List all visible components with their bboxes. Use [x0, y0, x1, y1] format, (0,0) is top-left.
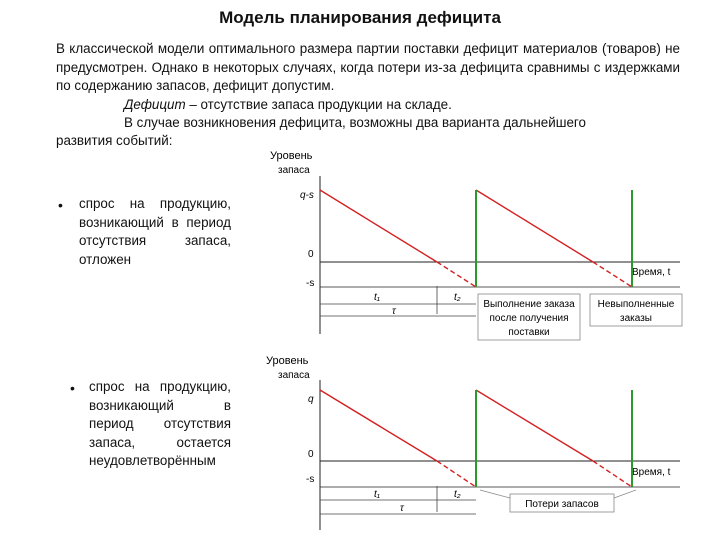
stock-depletion-line	[476, 390, 593, 461]
bullet-marker: •	[70, 380, 75, 396]
bullet-1-text: спрос на продукцию, возникающий в период отсутствия запаса, отложен	[79, 196, 231, 267]
y-axis-label-2: запаса	[278, 370, 310, 381]
annotation-fulfilled-1: Выполнение заказа	[483, 299, 575, 310]
stock-depletion-line	[320, 190, 437, 262]
stock-depletion-line	[320, 390, 437, 461]
tick-q: q	[308, 394, 314, 405]
chart-deferred-demand	[240, 146, 700, 346]
annotation-unfulfilled-2: заказы	[620, 313, 652, 324]
annotation-unfulfilled-1: Невыполненные	[597, 299, 675, 310]
t1-label: t₁	[374, 292, 380, 303]
shortage-dashed-line	[593, 262, 632, 287]
shortage-dashed-line	[593, 461, 632, 487]
definition-line	[124, 96, 452, 115]
t2-label: t₂	[454, 489, 461, 500]
stock-depletion-line	[476, 190, 593, 262]
annotation-fulfilled-2: после получения	[489, 313, 569, 324]
y-axis-label-2: запаса	[278, 165, 310, 176]
shortage-dashed-line	[437, 461, 476, 487]
shortage-dashed-line	[437, 262, 476, 287]
tick-minus-s: -s	[306, 278, 315, 289]
annotation-loss: Потери запасов	[525, 499, 599, 510]
annotation-pointer	[614, 490, 636, 498]
chart-lost-demand	[240, 350, 700, 536]
tau-label: τ	[400, 503, 404, 514]
page-title: Модель планирования дефицита	[219, 8, 501, 27]
annotation-pointer	[480, 490, 510, 498]
t1-label: t₁	[374, 489, 380, 500]
tick-minus-s: -s	[306, 474, 315, 485]
bullet-marker: •	[58, 197, 63, 213]
definition-term: Дефицит	[124, 97, 186, 112]
t2-label: t₂	[454, 292, 461, 303]
variants-line-1: В случае возникновения дефицита, возможны два варианта дальнейшего	[124, 115, 586, 130]
tick-zero: 0	[308, 249, 314, 260]
bullet-2-text: спрос на продукцию, возникающий в период отсутствия запаса, остается неудовлетворённым	[89, 379, 231, 468]
x-axis-label: Время, t	[632, 467, 671, 478]
y-axis-label-1: Уровень	[266, 355, 309, 367]
intro-paragraph: В классической модели оптимального размера партии поставки дефицит материалов (товаров) не предусмотрен. Однако в некоторых случаях, когда потери из-за дефицита сравнимы с издержками по содержанию запасов, дефицит допустим.	[56, 41, 680, 93]
y-axis-label-1: Уровень	[270, 150, 313, 162]
tick-zero: 0	[308, 449, 314, 460]
annotation-fulfilled-3: поставки	[508, 327, 550, 338]
definition-text: – отсутствие запаса продукции на складе.	[185, 97, 452, 112]
variants-line-2: развития событий:	[56, 133, 173, 148]
tau-label: τ	[392, 306, 396, 317]
tick-q-minus-s: q-s	[300, 190, 314, 201]
x-axis-label: Время, t	[632, 267, 671, 278]
